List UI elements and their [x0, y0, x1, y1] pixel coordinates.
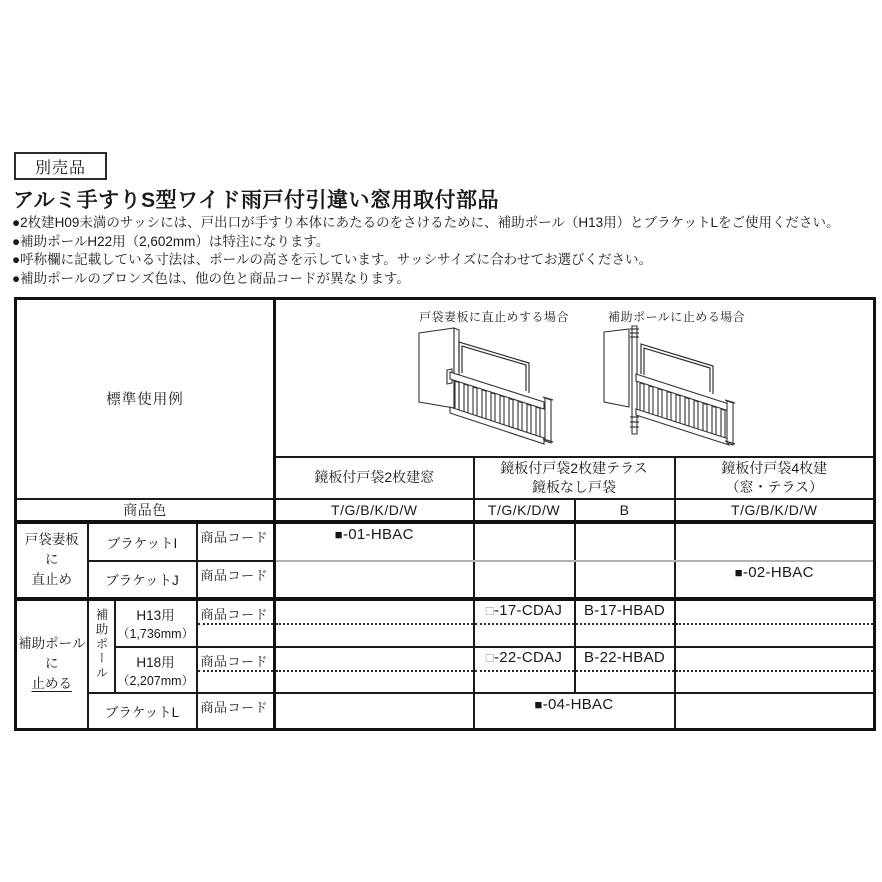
note-line: ●呼称欄に記載している寸法は、ポールの高さを示しています。サッシサイズに合わせてお選びください。	[12, 252, 652, 268]
direct-mount-caption: 戸袋妻板に直止めする場合	[419, 310, 570, 324]
product-color-label: 商品色	[16, 499, 275, 522]
color-square-filled: ■	[334, 526, 343, 542]
color-square-filled: ■	[534, 696, 543, 712]
empty-cell	[675, 693, 875, 730]
empty-cell	[474, 671, 575, 693]
code-label: 商品コード	[197, 599, 275, 624]
item-bracket-i: ブラケットI	[88, 522, 197, 561]
row-group-pole-mount: 補助ポール に 止める	[16, 599, 88, 730]
color-square-open: □	[485, 602, 494, 618]
color-square-filled: ■	[734, 564, 743, 580]
code-label: 商品コード	[197, 693, 275, 730]
column-header-terrace2-line1: 鏡板付戸袋2枚建テラス	[500, 460, 648, 477]
empty-cell	[675, 671, 875, 693]
column-header-terrace2-line2: 鏡板なし戸袋	[532, 478, 616, 495]
note-line: ●補助ポールのブロンズ色は、他の色と商品コードが異なります。	[12, 270, 410, 286]
row-group-direct-mount: 戸袋妻板 に 直止め	[16, 522, 88, 599]
column-header-window4-line1: 鏡板付戸袋4枚建	[721, 460, 828, 477]
spec-table	[14, 297, 876, 731]
empty-cell	[474, 522, 575, 561]
code-h18-bronze: B-22-HBAD	[575, 647, 675, 671]
empty-cell	[275, 599, 474, 624]
empty-cell	[474, 561, 575, 599]
empty-cell	[474, 624, 575, 647]
code-h13-main: □-17-CDAJ	[474, 599, 575, 624]
empty-cell	[675, 599, 875, 624]
column-header-terrace2	[474, 457, 675, 499]
colors-window4: T/G/B/K/D/W	[675, 499, 875, 522]
empty-cell	[575, 624, 675, 647]
empty-cell	[675, 522, 875, 561]
note-line: ●2枚建H09未満のサッシには、戸出口が手すり本体にあたるのをさけるために、補助ポール（H13用）とブラケットLをご使用ください。	[12, 215, 840, 230]
empty-cell	[275, 561, 474, 599]
item-bracket-j: ブラケットJ	[88, 561, 197, 599]
code-label: 商品コード	[197, 561, 275, 599]
usage-example-header: 標準使用例	[16, 299, 275, 499]
colors-window2: T/G/B/K/D/W	[275, 499, 474, 522]
empty-cell	[275, 647, 474, 671]
note-line: ●補助ポールH22用（2,602mm）は特注になります。	[12, 233, 330, 249]
code-h13-bronze: B-17-HBAD	[575, 599, 675, 624]
pole-mount-caption: 補助ポールに止める場合	[608, 310, 746, 324]
item-h13: H13用 （1,736mm）	[115, 599, 197, 647]
empty-cell	[575, 671, 675, 693]
column-header-window2: 鏡板付戸袋2枚建窓	[275, 457, 474, 499]
code-bracket-j: ■-02-HBAC	[675, 561, 875, 599]
empty-cell	[275, 624, 474, 647]
page-title: アルミ手すりS型ワイド雨戸付引違い窓用取付部品	[13, 189, 500, 212]
column-header-window4	[675, 457, 875, 499]
empty-cell	[197, 624, 275, 647]
empty-cell	[575, 561, 675, 599]
pole-mount-diagram	[594, 321, 779, 453]
empty-cell	[275, 693, 474, 730]
item-auxiliary-pole: 補助ポール	[88, 599, 115, 693]
empty-cell	[575, 522, 675, 561]
direct-mount-diagram	[414, 321, 599, 451]
empty-cell	[675, 624, 875, 647]
colors-terrace2-main: T/G/K/D/W	[474, 499, 575, 522]
code-label: 商品コード	[197, 647, 275, 671]
empty-cell	[197, 671, 275, 693]
item-h18: H18用 （2,207mm）	[115, 647, 197, 693]
column-header-window4-line2: （窓・テラス）	[725, 478, 824, 495]
sold-separately-badge: 別売品	[14, 152, 107, 180]
colors-terrace2-bronze: B	[575, 499, 675, 522]
empty-cell	[275, 671, 474, 693]
item-bracket-l: ブラケットL	[88, 693, 197, 730]
color-square-open: □	[485, 649, 494, 665]
code-label: 商品コード	[197, 522, 275, 561]
notes-list	[12, 214, 839, 288]
code-bracket-l: ■-04-HBAC	[474, 693, 675, 730]
usage-diagrams-cell	[275, 299, 875, 457]
code-bracket-i: ■-01-HBAC	[275, 522, 474, 561]
code-h18-main: □-22-CDAJ	[474, 647, 575, 671]
empty-cell	[675, 647, 875, 671]
